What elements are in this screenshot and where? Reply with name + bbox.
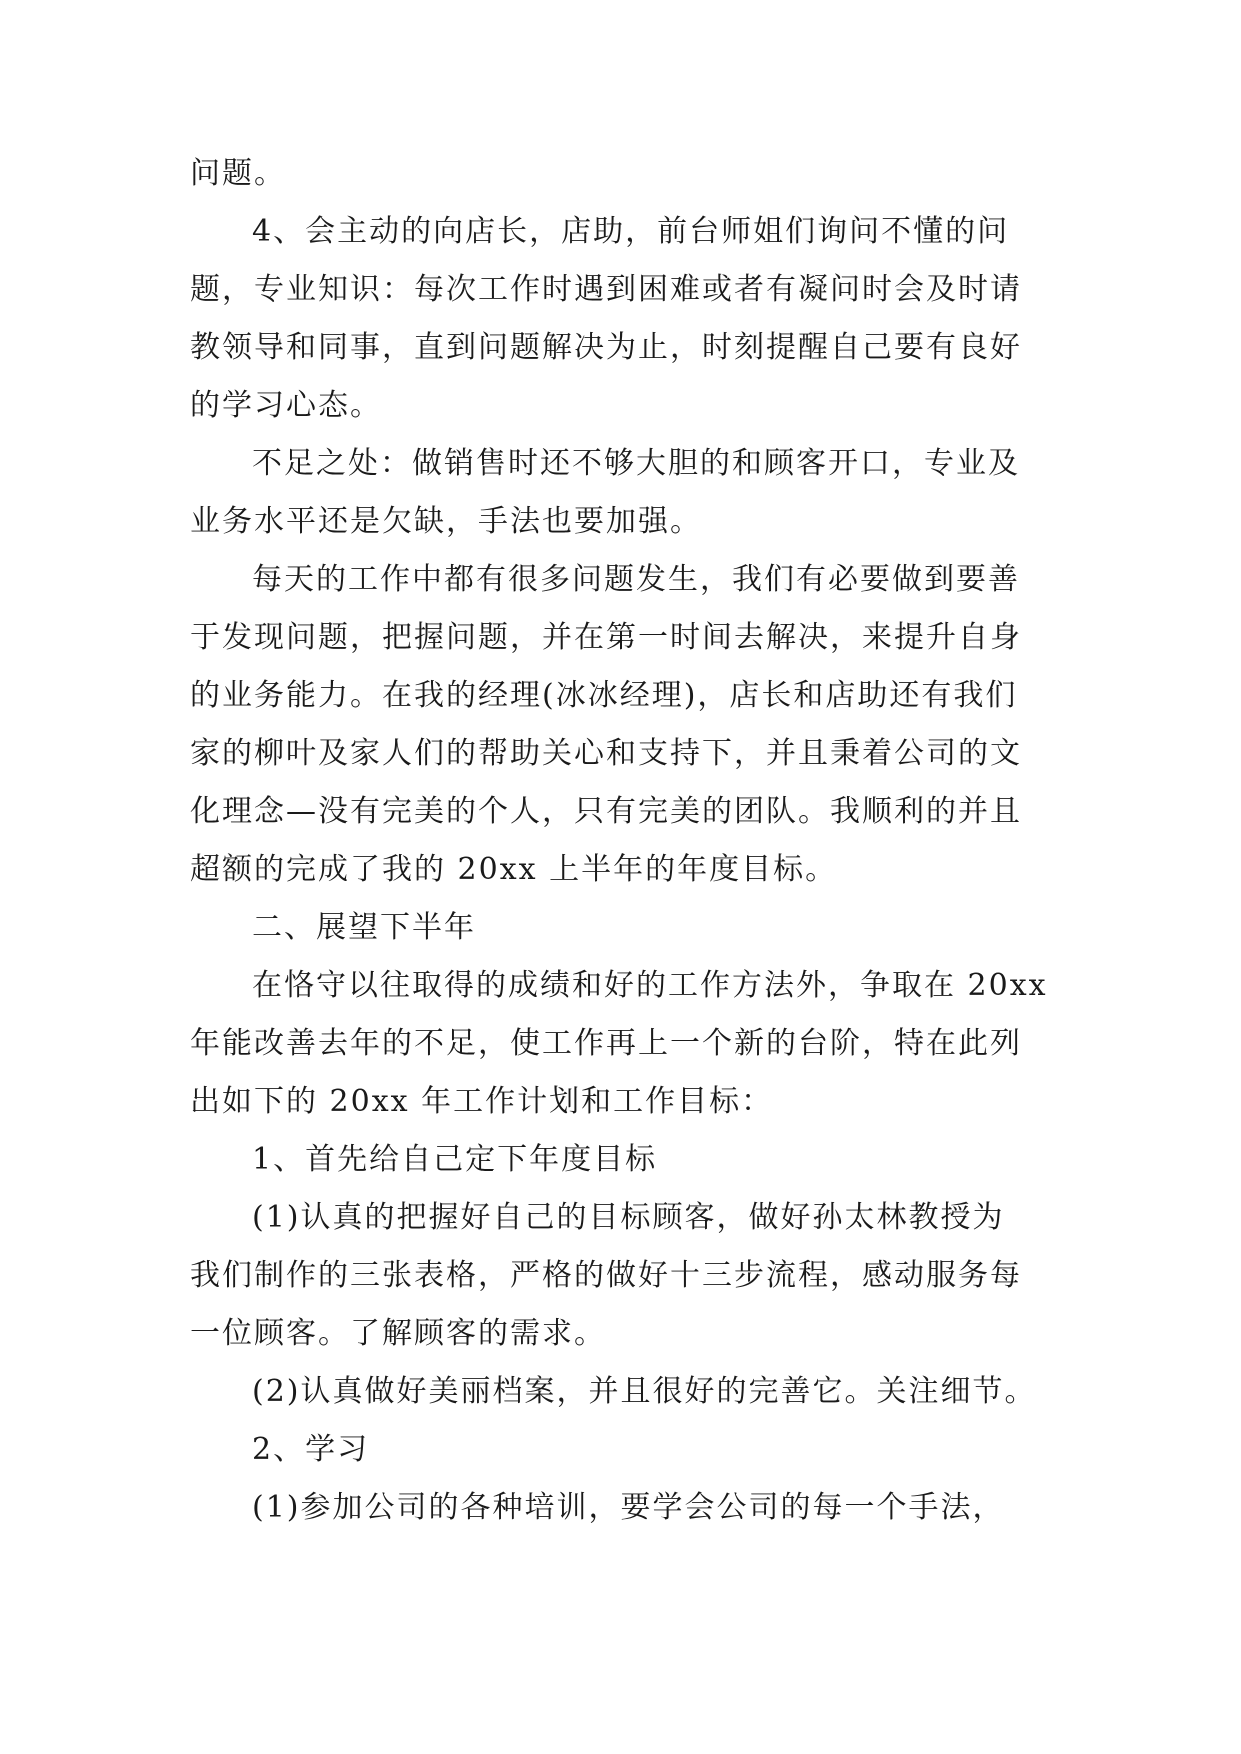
text-line: 题，专业知识：每次工作时遇到困难或者有凝问时会及时请 <box>190 272 1022 307</box>
subsection-heading: 2、学习 <box>252 1432 370 1467</box>
section-heading: 二、展望下半年 <box>252 910 476 945</box>
text-line: 业务水平还是欠缺，手法也要加强。 <box>190 504 702 539</box>
subsection-heading: 1、首先给自己定下年度目标 <box>252 1142 658 1177</box>
text-line: 问题。 <box>190 156 286 191</box>
text-line: 家的柳叶及家人们的帮助关心和支持下，并且秉着公司的文 <box>190 736 1022 771</box>
text-line: 出如下的 20xx 年工作计划和工作目标： <box>190 1084 774 1119</box>
text-line: (2)认真做好美丽档案，并且很好的完善它。关注细节。 <box>252 1374 1037 1409</box>
text-line: 教领导和同事，直到问题解决为止，时刻提醒自己要有良好 <box>190 330 1022 365</box>
text-line: 的学习心态。 <box>190 388 382 423</box>
text-line: 每天的工作中都有很多问题发生，我们有必要做到要善 <box>252 562 1020 597</box>
text-line: 的业务能力。在我的经理(冰冰经理)，店长和店助还有我们 <box>190 678 1018 713</box>
text-line: 化理念—没有完美的个人，只有完美的团队。我顺利的并且 <box>190 794 1022 829</box>
text-line: (1)认真的把握好自己的目标顾客，做好孙太林教授为 <box>252 1200 1005 1235</box>
text-line: 年能改善去年的不足，使工作再上一个新的台阶，特在此列 <box>190 1026 1022 1061</box>
text-line: 在恪守以往取得的成绩和好的工作方法外，争取在 20xx <box>252 968 1048 1003</box>
text-line: 不足之处：做销售时还不够大胆的和顾客开口，专业及 <box>252 446 1020 481</box>
text-line: 我们制作的三张表格，严格的做好十三步流程，感动服务每 <box>190 1258 1022 1293</box>
text-line: 超额的完成了我的 20xx 上半年的年度目标。 <box>190 852 838 887</box>
text-line: 4、会主动的向店长，店助，前台师姐们询问不懂的问 <box>252 214 1010 249</box>
text-line: (1)参加公司的各种培训，要学会公司的每一个手法， <box>252 1490 1005 1525</box>
text-line: 一位顾客。了解顾客的需求。 <box>190 1316 606 1351</box>
text-line: 于发现问题，把握问题，并在第一时间去解决，来提升自身 <box>190 620 1022 655</box>
